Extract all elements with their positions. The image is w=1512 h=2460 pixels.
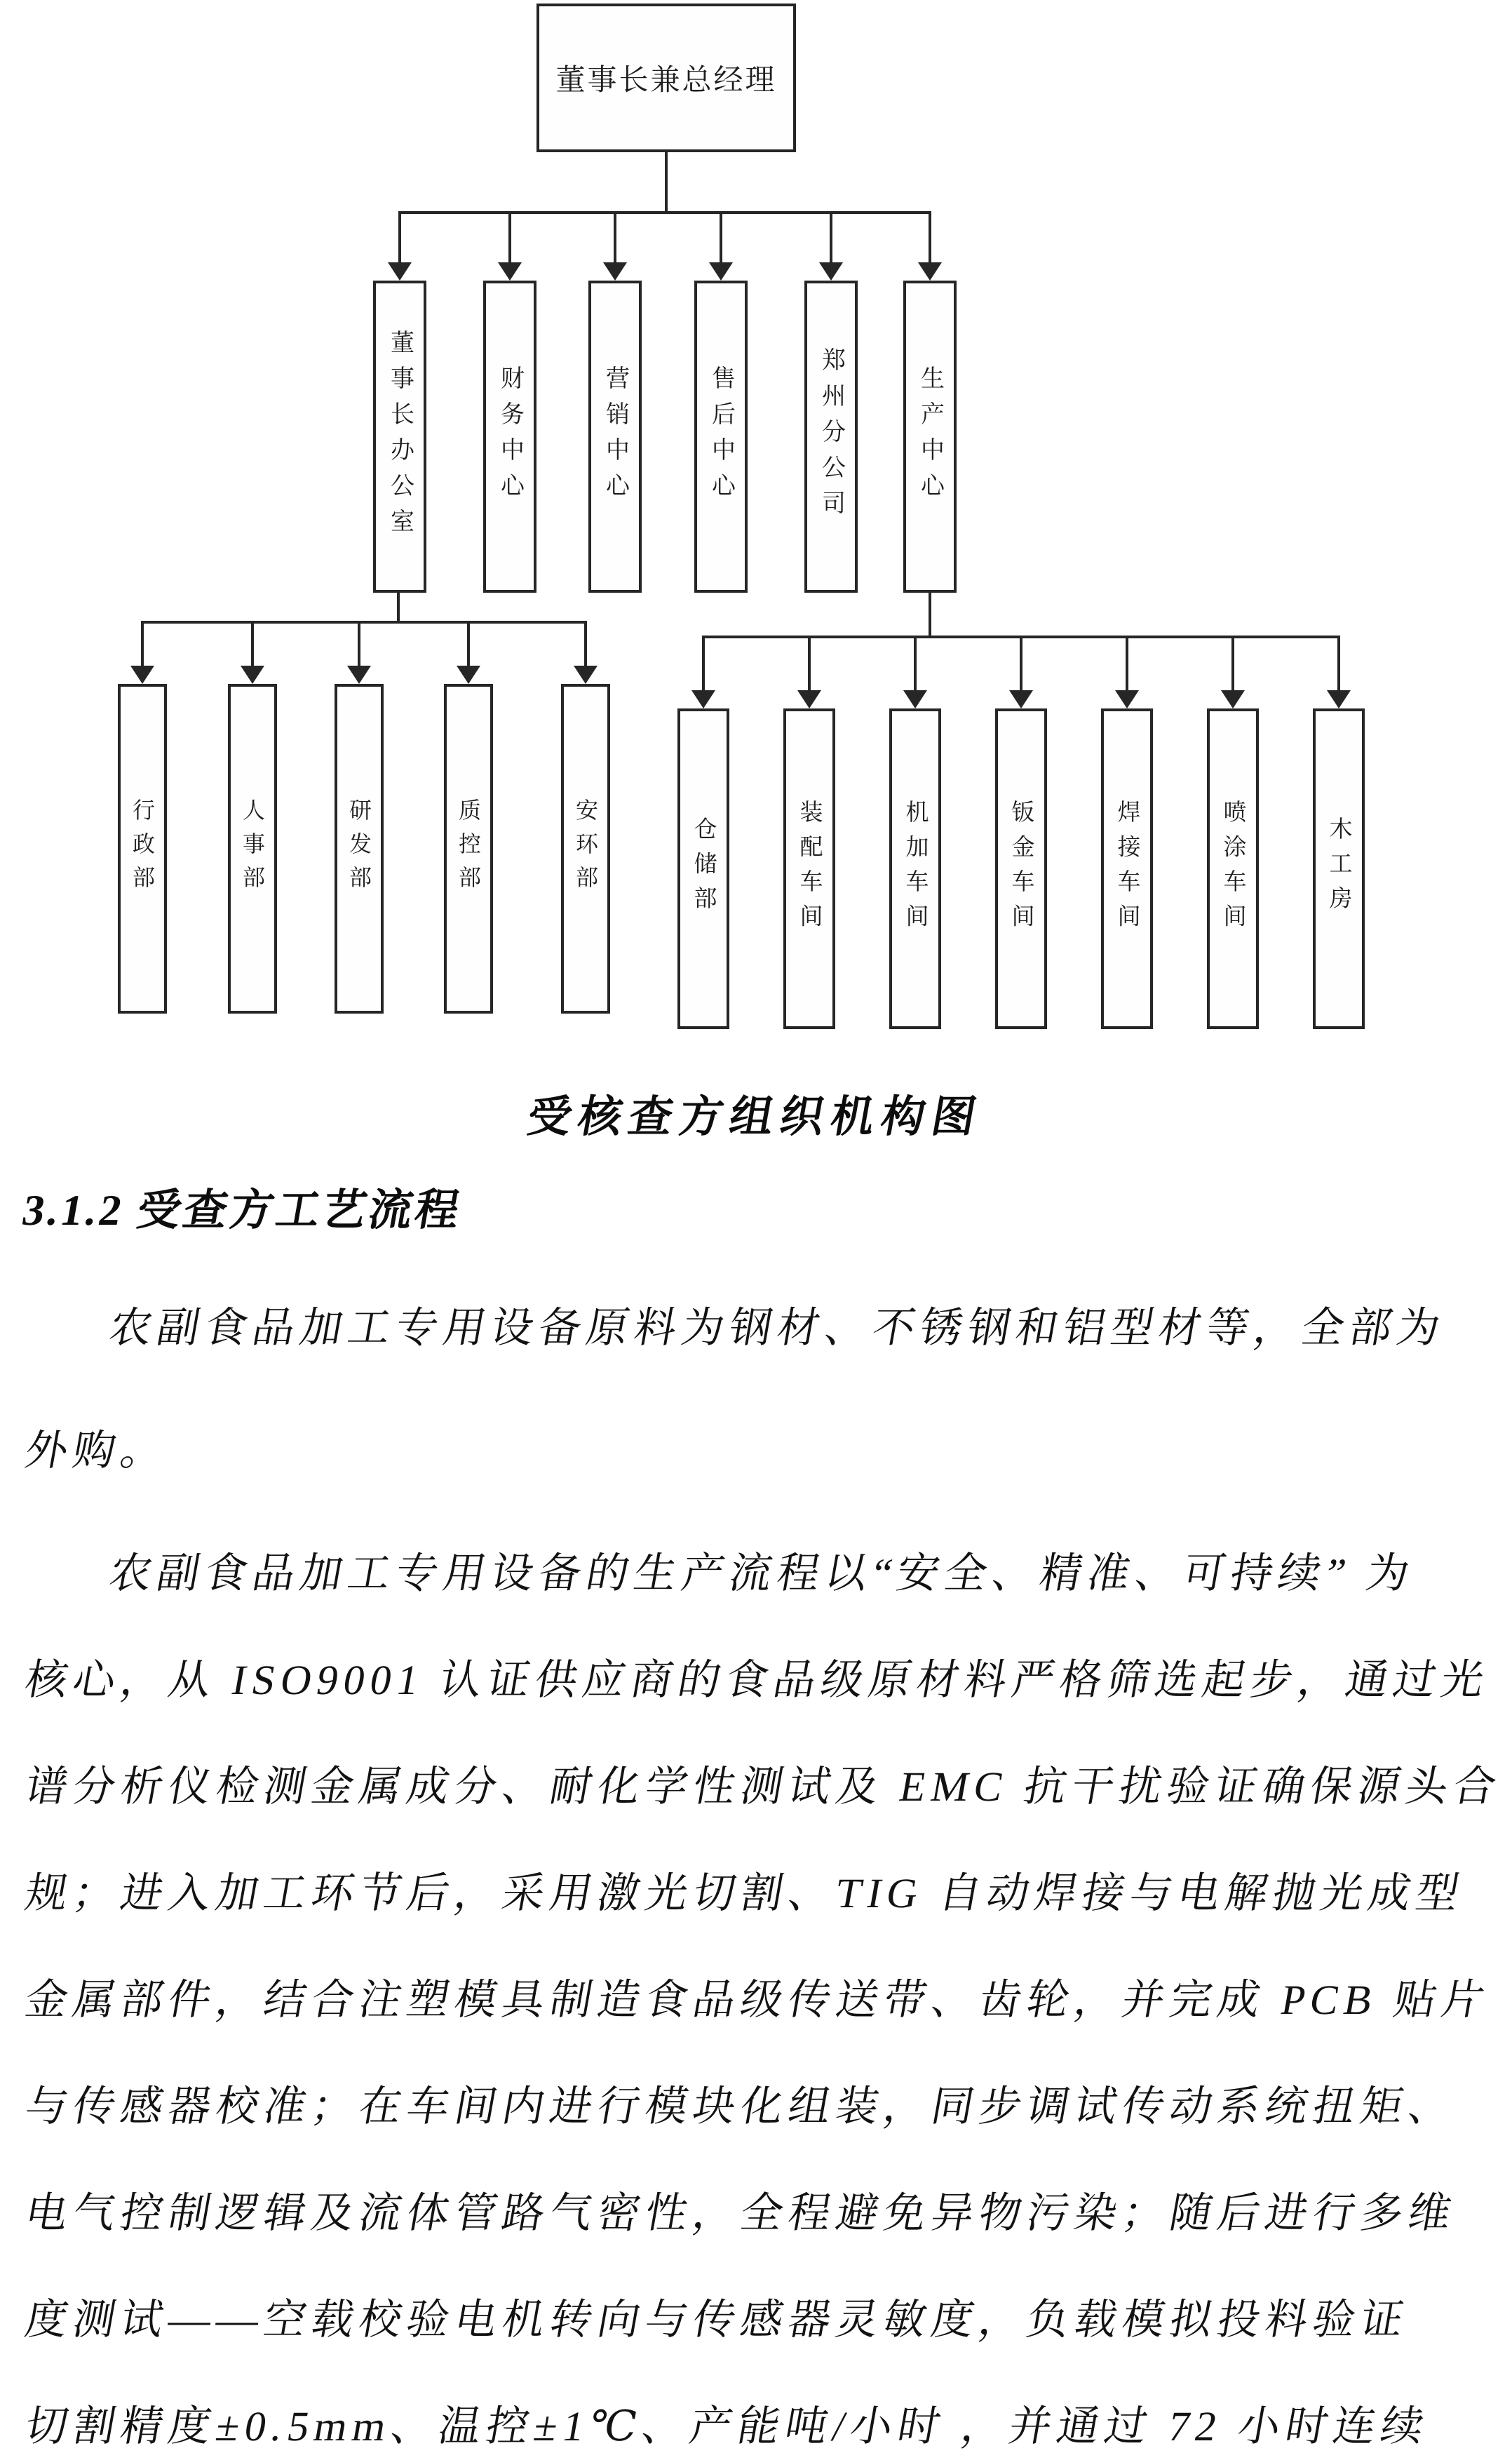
org-level3-right-box-6: 木工房 — [1313, 708, 1365, 1029]
connector-left-arrow-0-shaft — [141, 622, 144, 668]
org-root-label: 董事长兼总经理 — [555, 65, 777, 97]
body-line-6: 金属部件，结合注塑模具制造食品级传送带、齿轮，并完成 PCB 贴片 — [21, 1977, 1494, 2023]
connector-level2-arrow-2-shaft — [614, 213, 616, 265]
org-level3-left-box-2: 研发部 — [335, 684, 384, 1014]
connector-level2-rail — [398, 211, 931, 214]
connector-right-arrow-4-head — [1115, 690, 1139, 708]
connector-left-arrow-0-head — [130, 666, 154, 684]
connector-right-arrow-0-head — [691, 690, 715, 708]
connector-level2-arrow-5-shaft — [929, 213, 931, 265]
org-level3-left-box-4: 安环部 — [561, 684, 610, 1014]
connector-right-arrow-6-shaft — [1337, 637, 1340, 693]
org-level3-right-box-1: 装配车间 — [783, 708, 835, 1029]
body-line-3: 核心，从 ISO9001 认证供应商的食品级原材料严格筛选起步，通过光 — [21, 1657, 1494, 1703]
connector-level2-arrow-1-head — [498, 262, 522, 281]
connector-left-arrow-1-head — [241, 666, 264, 684]
body-line-1: 外购。 — [21, 1427, 173, 1474]
body-line-9: 度测试——空载校验电机转向与传感器灵敏度，负载模拟投料验证 — [21, 2297, 1413, 2343]
org-level2-box-5: 生产中心 — [903, 281, 957, 593]
connector-left-arrow-1-shaft — [251, 622, 254, 668]
connector-left-stem — [397, 593, 400, 624]
org-level2-box-0: 董事长办公室 — [373, 281, 426, 593]
connector-level2-arrow-3-shaft — [720, 213, 722, 265]
connector-level2-arrow-0-shaft — [398, 213, 401, 265]
org-level3-left-box-3: 质控部 — [444, 684, 493, 1014]
connector-right-arrow-1-shaft — [808, 637, 811, 693]
org-level2-box-1: 财务中心 — [483, 281, 536, 593]
connector-right-stem — [929, 593, 931, 638]
connector-left-arrow-2-shaft — [358, 622, 360, 668]
connector-left-arrow-3-head — [457, 666, 480, 684]
org-level3-left-box-1: 人事部 — [228, 684, 277, 1014]
org-level2-box-2: 营销中心 — [588, 281, 642, 593]
connector-right-arrow-5-head — [1221, 690, 1245, 708]
connector-level2-arrow-1-shaft — [508, 213, 511, 265]
org-root-box — [536, 4, 796, 152]
org-level3-right-box-4: 焊接车间 — [1101, 708, 1153, 1029]
connector-right-arrow-4-shaft — [1126, 637, 1128, 693]
body-line-2: 农副食品加工专用设备的生产流程以“安全、精准、可持续” 为 — [105, 1550, 1419, 1597]
connector-left-arrow-4-head — [574, 666, 598, 684]
body-line-4: 谱分析仪检测金属成分、耐化学性测试及 EMC 抗干扰验证确保源头合 — [21, 1763, 1506, 1810]
connector-left-arrow-2-head — [347, 666, 371, 684]
connector-left-arrow-3-shaft — [467, 622, 470, 668]
section-heading: 3.1.2 受查方工艺流程 — [18, 1187, 466, 1235]
connector-right-arrow-0-shaft — [702, 637, 705, 693]
connector-level2-arrow-5-head — [918, 262, 942, 281]
connector-level2-arrow-4-shaft — [830, 213, 832, 265]
connector-right-arrow-3-head — [1009, 690, 1033, 708]
org-level3-right-box-3: 钣金车间 — [995, 708, 1047, 1029]
connector-right-arrow-1-head — [797, 690, 821, 708]
body-line-7: 与传感器校准；在车间内进行模块化组装，同步调试传动系统扭矩、 — [21, 2083, 1461, 2130]
connector-right-arrow-6-head — [1327, 690, 1351, 708]
connector-right-arrow-5-shaft — [1231, 637, 1234, 693]
org-level2-box-4: 郑州分公司 — [804, 281, 858, 593]
org-chart-caption: 受核查方组织机构图 — [523, 1094, 987, 1141]
org-level2-box-3: 售后中心 — [694, 281, 748, 593]
org-level3-right-box-5: 喷涂车间 — [1207, 708, 1259, 1029]
body-line-0: 农副食品加工专用设备原料为钢材、不锈钢和铝型材等，全部为 — [105, 1305, 1450, 1351]
connector-left-rail — [141, 621, 587, 624]
body-line-5: 规；进入加工环节后，采用激光切割、TIG 自动焊接与电解抛光成型 — [21, 1870, 1469, 1916]
body-line-8: 电气控制逻辑及流体管路气密性，全程避免异物污染；随后进行多维 — [21, 2190, 1461, 2236]
org-level3-right-box-2: 机加车间 — [889, 708, 941, 1029]
org-level3-right-box-0: 仓储部 — [677, 708, 729, 1029]
org-level3-left-box-0: 行政部 — [118, 684, 167, 1014]
connector-root-stem — [665, 152, 668, 214]
connector-level2-arrow-0-head — [388, 262, 412, 281]
connector-level2-arrow-3-head — [709, 262, 733, 281]
connector-right-arrow-3-shaft — [1020, 637, 1022, 693]
connector-level2-arrow-2-head — [603, 262, 627, 281]
body-line-10: 切割精度±0.5mm、温控±1℃、产能吨/小时 ，并通过 72 小时连续 — [21, 2403, 1433, 2449]
connector-left-arrow-4-shaft — [584, 622, 587, 668]
connector-right-arrow-2-head — [903, 690, 927, 708]
connector-right-arrow-2-shaft — [914, 637, 917, 693]
connector-level2-arrow-4-head — [819, 262, 843, 281]
